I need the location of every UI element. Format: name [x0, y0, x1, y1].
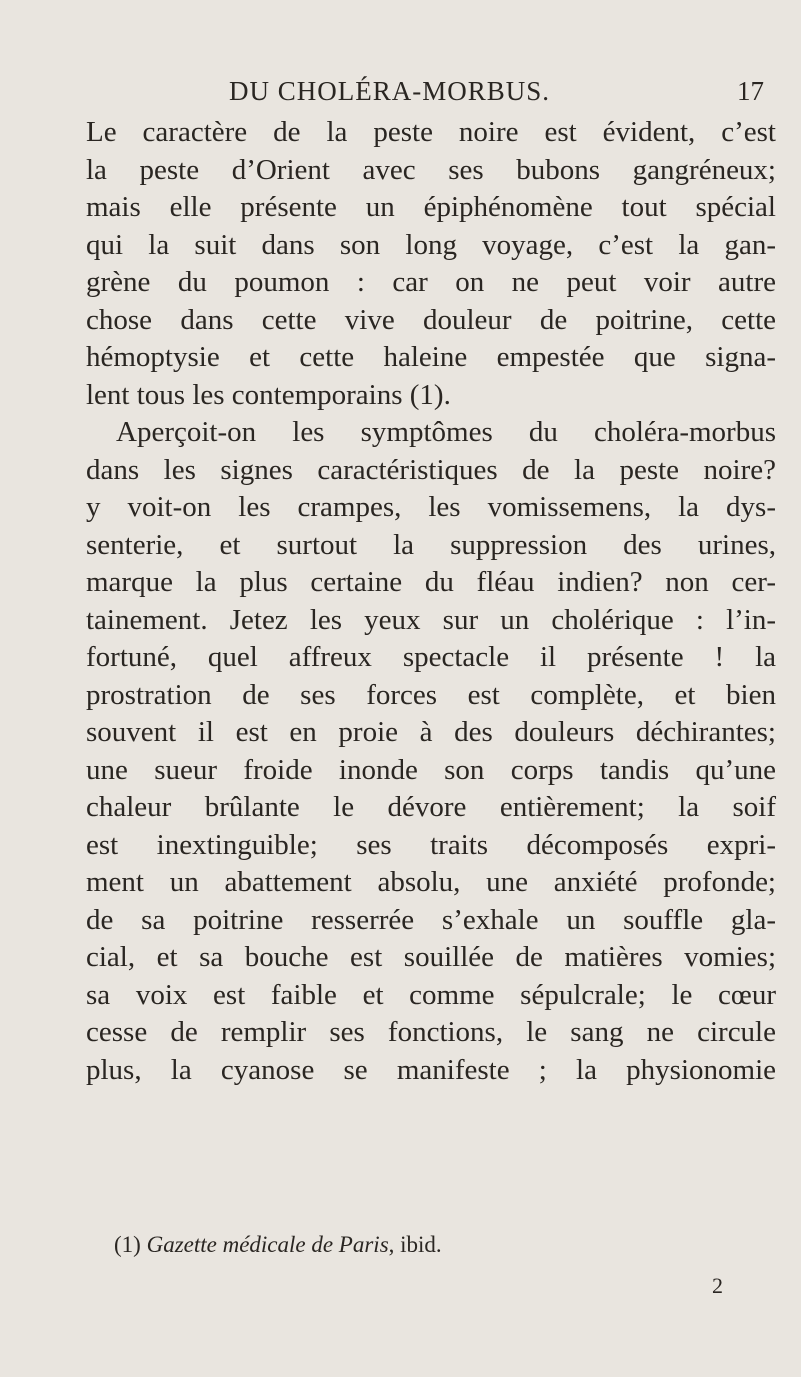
text-line: hémoptysie et cette haleine empestée que signa- [86, 341, 776, 373]
text-line: marque la plus certaine du fléau indien? non cer- [86, 566, 776, 598]
page-header [0, 70, 801, 110]
text-line: chaleur brûlante le dévore entièrement; la soif [86, 791, 776, 823]
footnote [114, 1232, 442, 1258]
text-line: sa voix est faible et comme sépulcrale; le cœur [86, 978, 776, 1011]
text-line: Le caractère de la peste noire est évident, c’est [86, 116, 776, 148]
running-title: DU CHOLÉRA-MORBUS. [229, 76, 551, 106]
footnote-source: Gazette médicale de Paris [146, 1232, 389, 1257]
text-line: souvent il est en proie à des douleurs déchirantes; [86, 716, 776, 748]
text-line: senterie, et surtout la suppression des urines, [86, 528, 776, 561]
text-line: lent tous les contemporains (1). [86, 378, 451, 411]
footnote-rest: , ibid. [388, 1232, 442, 1257]
footnote-marker: (1) [114, 1232, 141, 1257]
text-line: plus, la cyanose se manifeste ; la physionomie [86, 1053, 776, 1086]
text-line: cesse de remplir ses fonctions, le sang ne circule [86, 1016, 776, 1048]
page-number: 17 [737, 76, 764, 106]
text-line: mais elle présente un épiphénomène tout spécial [86, 191, 776, 223]
text-line: est inextinguible; ses traits décomposés expri- [86, 828, 776, 861]
text-line: fortuné, quel affreux spectacle il présente ! la [86, 641, 776, 673]
text-line: la peste d’Orient avec ses bubons gangréneux; [86, 153, 776, 186]
text-line: grène du poumon : car on ne peut voir autre [86, 266, 776, 298]
text-line: Aperçoit-on les symptômes du choléra-morbus [116, 416, 776, 448]
text-line: chose dans cette vive douleur de poitrine, cette [86, 303, 776, 336]
text-line: cial, et sa bouche est souillée de matières vomies; [86, 941, 776, 973]
text-line: y voit-on les crampes, les vomissemens, la dys- [86, 491, 776, 523]
text-line: de sa poitrine resserrée s’exhale un souffle gla- [86, 903, 776, 936]
text-line: une sueur froide inonde son corps tandis qu’une [86, 753, 776, 786]
signature-mark: 2 [712, 1273, 723, 1298]
text-line: ment un abattement absolu, une anxiété profonde; [86, 866, 776, 898]
text-line: tainement. Jetez les yeux sur un cholérique : l’in- [86, 603, 776, 636]
text-line: prostration de ses forces est complète, et bien [86, 678, 776, 711]
text-line: dans les signes caractéristiques de la peste noire? [86, 453, 776, 486]
body-text [86, 114, 776, 1089]
text-line: qui la suit dans son long voyage, c’est la gan- [86, 228, 776, 261]
